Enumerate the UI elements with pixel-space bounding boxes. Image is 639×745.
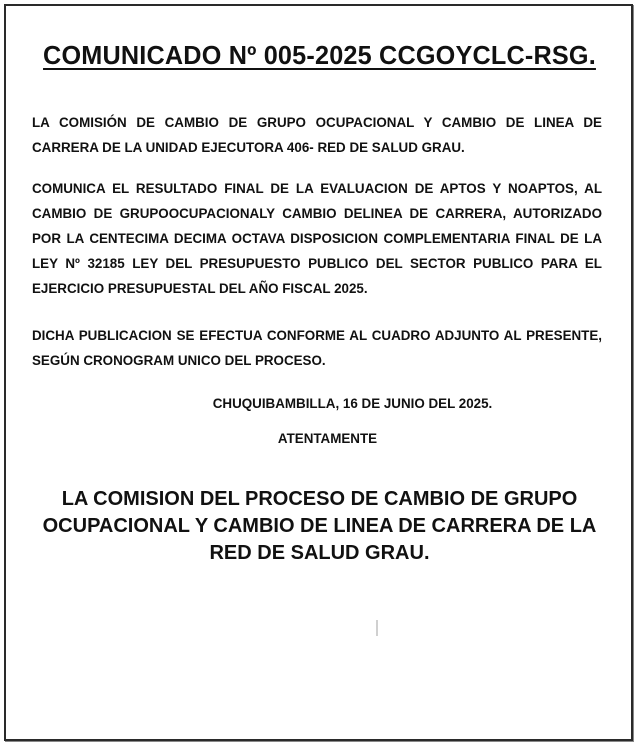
signature-block: LA COMISION DEL PROCESO DE CAMBIO DE GRUPO OCUPACIONAL Y CAMBIO DE LINEA DE CARRERA DE LA RED DE SALUD GRAU.: [42, 488, 597, 564]
document-title: COMUNICADO Nº 005-2025 CCGOYCLC-RSG.: [43, 40, 596, 70]
scan-artifact: [376, 620, 378, 636]
announcement-paragraph: COMUNICA EL RESULTADO FINAL DE LA EVALUACION DE APTOS Y NOAPTOS, AL CAMBIO DE GRUPOOCUPACIONALY CAMBIO DELINEA DE CARRERA, AUTORIZADO POR LA CENTECIMA DECIMA OCTAVA DISPOSICION COMPLEMENTARIA FINAL DE LA LEY Nº 32185 LEY DEL PRESUPUESTO PUBLICO DEL SECTOR PUBLICO PARA EL EJERCICIO PRESUPUESTAL DEL AÑO FISCAL 2025.: [32, 181, 602, 296]
place-date: CHUQUIBAMBILLA, 16 DE JUNIO DEL 2025.: [212, 396, 493, 411]
closing-salutation: ATENTAMENTE: [277, 431, 378, 446]
intro-paragraph: LA COMISIÓN DE CAMBIO DE GRUPO OCUPACIONAL Y CAMBIO DE LINEA DE CARRERA DE LA UNIDAD EJECUTORA 406- RED DE SALUD GRAU.: [32, 115, 602, 155]
publication-paragraph: DICHA PUBLICACION SE EFECTUA CONFORME AL CUADRO ADJUNTO AL PRESENTE, SEGÚN CRONOGRAM UNICO DEL PROCESO.: [32, 328, 602, 368]
